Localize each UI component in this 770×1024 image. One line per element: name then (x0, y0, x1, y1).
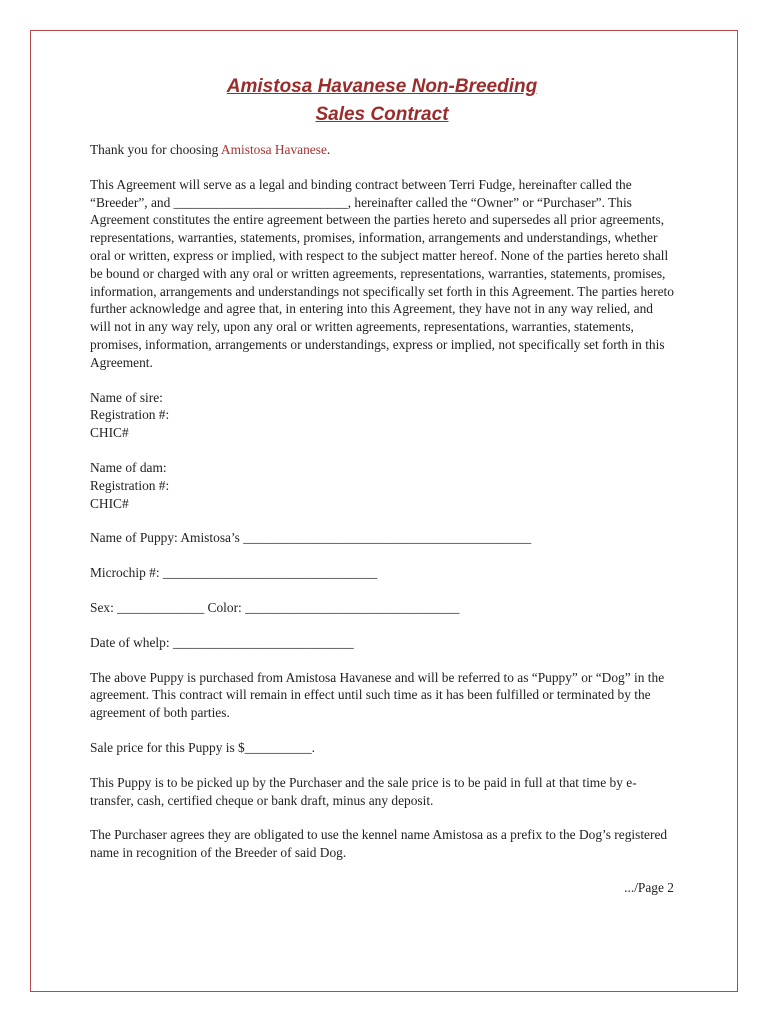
whelp-date-line: Date of whelp: ___________________________ (90, 634, 354, 650)
page-reference: .../Page 2 (624, 879, 674, 895)
dam-block (90, 459, 674, 512)
thanks-company-name: Amistosa Havanese (220, 142, 327, 157)
thanks-line (90, 141, 674, 159)
sale-price-line: Sale price for this Puppy is $__________. (90, 739, 316, 755)
sire-block (90, 389, 674, 442)
dam-chic-label: CHIC# (90, 495, 129, 511)
puppy-name-line: Name of Puppy: Amistosa’s ___________________________________________ (90, 530, 532, 546)
document-title-line-1: Amistosa Havanese Non-Breeding (226, 76, 538, 97)
document-body (90, 73, 674, 897)
microchip-line: Microchip #: ________________________________ (90, 565, 378, 581)
sire-name-label: Name of sire: (90, 389, 163, 405)
puppy-paragraph: The above Puppy is purchased from Amistosa Havanese and will be referred to as “Puppy” or “Dog” in the agreement. This contract will remain in effect until such time as it has been fulfilled or terminated by the agreement of both parties. (90, 669, 665, 721)
sex-color-line: Sex: _____________ Color: ________________________________ (90, 599, 460, 615)
sire-registration-label: Registration #: (90, 407, 170, 423)
kennel-paragraph: The Purchaser agrees they are obligated to use the kennel name Amistosa as a prefix to the Dog’s registered name in recognition of the Breeder of said Dog. (90, 827, 668, 861)
thanks-prefix: Thank you for choosing (90, 142, 221, 157)
agreement-paragraph: This Agreement will serve as a legal and binding contract between Terri Fudge, hereinafter called the “Breeder”, and __________________________, hereinafter called the “Owner” or “Purchaser”. This Agreement constitutes the entire agreement between the parties hereto and supersedes all prior agreements, representations, warranties, statements, promises, information, arrangements and understandings, whether oral or written, express or implied, with respect to the subject matter hereof. None of the parties hereto shall be bound or charged with any oral or written agreements, representations, warranties, statements, promises, information, arrangements and understandings not specifically set forth in this Agreement. The parties hereto further acknowledge and agree that, in entering into this Agreement, they have not in any way relied, and will not in any way rely, upon any oral or written agreements, representations, warranties, statements, promises, information, arrangements or understandings, express or implied, not specifically set forth in this Agreement. (90, 176, 674, 370)
dam-registration-label: Registration #: (90, 477, 170, 493)
pickup-paragraph: This Puppy is to be picked up by the Purchaser and the sale price is to be paid in full at that time by e-transfer, cash, certified cheque or bank draft, minus any deposit. (90, 774, 637, 808)
thanks-suffix: . (326, 142, 331, 157)
sire-chic-label: CHIC# (90, 425, 129, 441)
dam-name-label: Name of dam: (90, 459, 167, 475)
document-title-line-2: Sales Contract (315, 104, 449, 125)
